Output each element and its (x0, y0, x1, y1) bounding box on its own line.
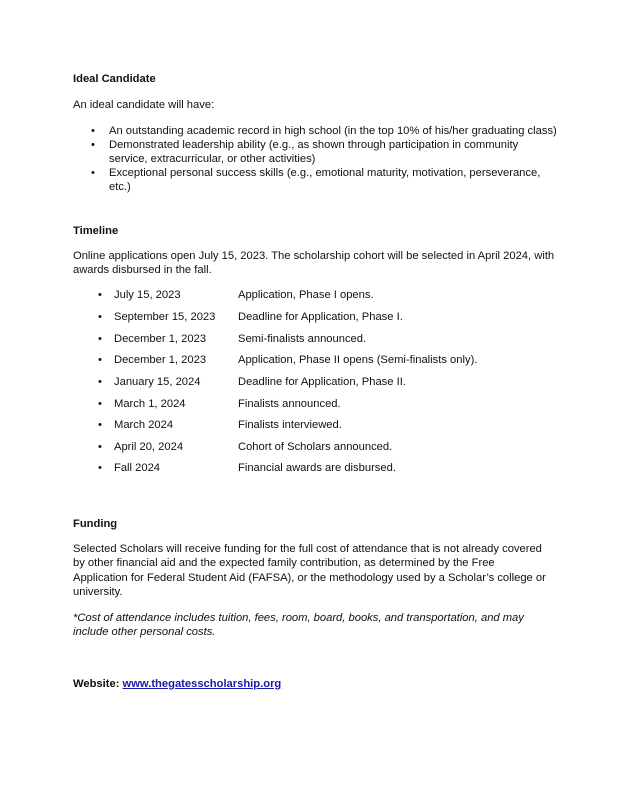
timeline-event: Application, Phase I opens. (238, 289, 374, 301)
timeline-event: Application, Phase II opens (Semi-finalists only). (238, 354, 478, 366)
bullet-icon: • (98, 462, 102, 474)
timeline-date: December 1, 2023 (114, 333, 207, 345)
timeline-date: March 1, 2024 (114, 398, 186, 410)
cost-note-line: include other personal costs. (73, 626, 216, 638)
timeline-date: January 15, 2024 (114, 376, 201, 388)
funding-body-line: university. (73, 586, 123, 598)
timeline-item (0, 418, 618, 433)
website-label: Website: (73, 678, 120, 690)
website-line (73, 677, 281, 692)
timeline-event: Finalists announced. (238, 398, 341, 410)
website-link[interactable]: www.thegatesscholarship.org (122, 678, 282, 690)
timeline-event: Cohort of Scholars announced. (238, 441, 393, 453)
timeline-event: Financial awards are disbursed. (238, 462, 396, 474)
timeline-heading: Timeline (73, 225, 119, 237)
timeline-event: Finalists interviewed. (238, 419, 342, 431)
timeline-intro-line: awards disbursed in the fall. (73, 264, 212, 276)
list-item-text: Demonstrated leadership ability (e.g., as shown through participation in community (109, 139, 519, 151)
timeline-item (0, 353, 618, 368)
funding-heading: Funding (73, 518, 118, 530)
cost-note-line: *Cost of attendance includes tuition, fees, room, board, books, and transportation, and may (73, 612, 524, 624)
timeline-event: Deadline for Application, Phase II. (238, 376, 406, 388)
bullet-icon: • (98, 376, 102, 388)
bullet-icon: • (91, 139, 95, 151)
timeline-intro-line: Online applications open July 15, 2023. The scholarship cohort will be selected in April 2024, with (73, 250, 555, 262)
bullet-icon: • (98, 398, 102, 410)
bullet-icon: • (98, 333, 102, 345)
timeline-item (0, 288, 618, 303)
timeline-item (0, 461, 618, 476)
timeline-date: December 1, 2023 (114, 354, 207, 366)
funding-body-line: Application for Federal Student Aid (FAFSA), or the methodology used by a Scholar’s college or (73, 572, 546, 584)
timeline-date: July 15, 2023 (114, 289, 181, 301)
timeline-date: March 2024 (114, 419, 174, 431)
bullet-icon: • (98, 354, 102, 366)
ideal-candidate-heading: Ideal Candidate (73, 73, 156, 85)
timeline-item (0, 440, 618, 455)
timeline-item (0, 397, 618, 412)
timeline-item (0, 375, 618, 390)
funding-body-line: by other financial aid and the expected family contribution, as determined by the Free (73, 557, 495, 569)
list-item-text: etc.) (109, 181, 131, 193)
bullet-icon: • (98, 419, 102, 431)
bullet-icon: • (91, 167, 95, 179)
ideal-candidate-intro: An ideal candidate will have: (73, 99, 215, 111)
timeline-item (0, 332, 618, 347)
bullet-icon: • (98, 311, 102, 323)
funding-body-line: Selected Scholars will receive funding for the full cost of attendance that is not already covered (73, 543, 542, 555)
timeline-event: Deadline for Application, Phase I. (238, 311, 403, 323)
timeline-date: Fall 2024 (114, 462, 161, 474)
timeline-event: Semi-finalists announced. (238, 333, 367, 345)
timeline-date: April 20, 2024 (114, 441, 184, 453)
bullet-icon: • (91, 125, 95, 137)
timeline-item (0, 310, 618, 325)
bullet-icon: • (98, 289, 102, 301)
list-item-text: Exceptional personal success skills (e.g., emotional maturity, motivation, perseverance, (109, 167, 541, 179)
bullet-icon: • (98, 441, 102, 453)
list-item-text: An outstanding academic record in high school (in the top 10% of his/her graduating class) (109, 125, 557, 137)
timeline-date: September 15, 2023 (114, 311, 216, 323)
list-item-text: service, extracurricular, or other activities) (109, 153, 316, 165)
